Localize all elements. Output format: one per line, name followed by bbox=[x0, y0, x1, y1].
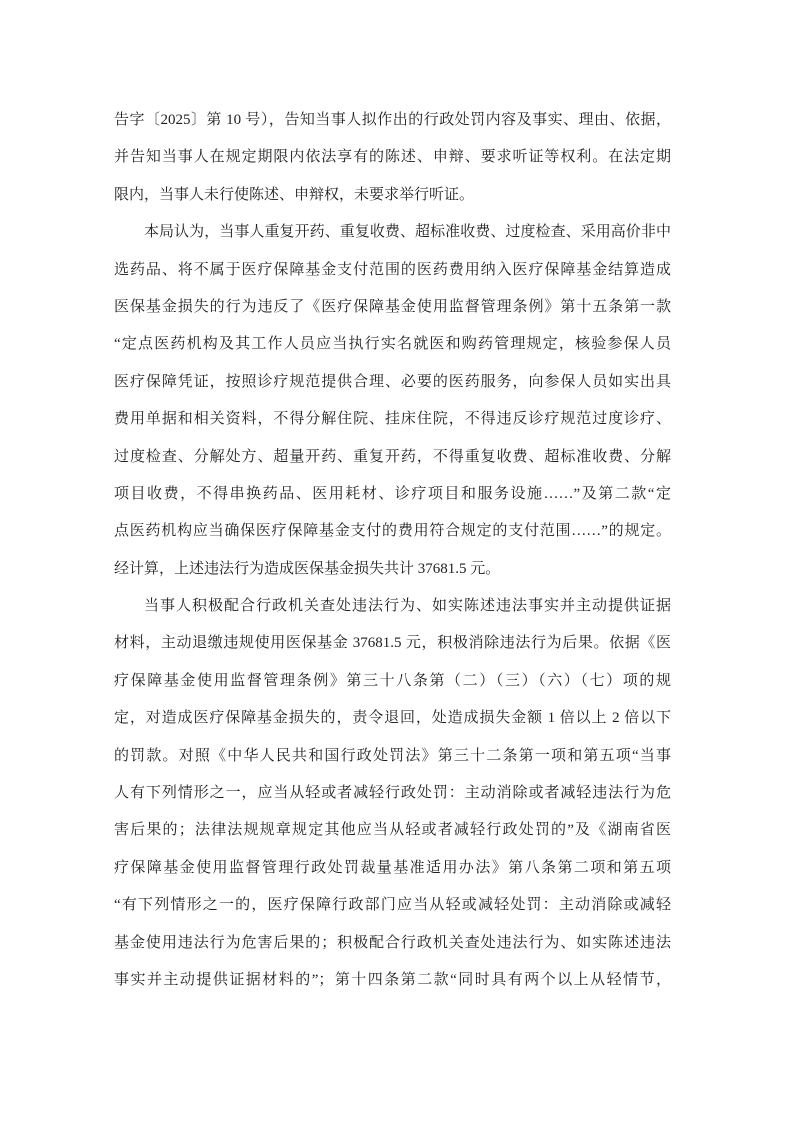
text-line: 选药品、将不属于医疗保障基金支付范围的医药费用纳入医疗保障基金结算造成 bbox=[114, 261, 671, 278]
text-line: 疗保障基金使用监督管理条例》第三十八条第（二）（三）（六）（七）项的规 bbox=[114, 672, 671, 689]
text-line: 疗保障基金使用监督管理行政处罚裁量基准适用办法》第八条第二项和第五项 bbox=[114, 859, 671, 876]
text-line: 本局认为，当事人重复开药、重复收费、超标准收费、过度检查、采用高价非中 bbox=[144, 224, 671, 241]
text-line: 的罚款。对照《中华人民共和国行政处罚法》第三十二条第一项和第五项“当事 bbox=[114, 747, 671, 764]
text-line: 经计算，上述违法行为造成医保基金损失共计 37681.5 元。 bbox=[114, 560, 501, 577]
text-line: 并告知当事人在规定期限内依法享有的陈述、申辩、要求听证等权利。在法定期 bbox=[114, 149, 671, 166]
text-line: 医保基金损失的行为违反了《医疗保障基金使用监督管理条例》第十五条第一款 bbox=[114, 298, 671, 315]
text-line: 当事人积极配合行政机关查处违法行为、如实陈述违法事实并主动提供证据 bbox=[144, 598, 671, 615]
text-line: 项目收费，不得串换药品、医用耗材、诊疗项目和服务设施……”及第二款“定 bbox=[114, 485, 671, 502]
text-line: 费用单据和相关资料，不得分解住院、挂床住院，不得违反诊疗规范过度诊疗、 bbox=[114, 411, 671, 428]
text-line: 事实并主动提供证据材料的”；第十四条第二款“同时具有两个以上从轻情节， bbox=[114, 971, 671, 988]
paragraph-bureau-findings bbox=[114, 214, 671, 588]
text-line: 告字〔2025〕第 10 号），告知当事人拟作出的行政处罚内容及事实、理由、依据， bbox=[114, 112, 671, 128]
text-line: “有下列情形之一的，医疗保障行政部门应当从轻或减轻处罚：主动消除或减轻 bbox=[114, 897, 671, 914]
text-line: 点医药机构应当确保医疗保障基金支付的费用符合规定的支付范围……”的规定。 bbox=[114, 523, 671, 540]
text-line: 基金使用违法行为危害后果的；积极配合行政机关查处违法行为、如实陈述违法 bbox=[114, 934, 671, 951]
paragraph-notice-continuation bbox=[114, 102, 671, 214]
text-line: 人有下列情形之一，应当从轻或者减轻行政处罚：主动消除或者减轻违法行为危 bbox=[114, 785, 671, 802]
text-line: 害后果的；法律法规规章规定其他应当从轻或者减轻行政处罚的”及《湖南省医 bbox=[114, 822, 671, 839]
text-line: 限内，当事人未行使陈述、申辩权，未要求举行听证。 bbox=[114, 186, 475, 203]
paragraph-mitigation-and-legal-basis bbox=[114, 588, 671, 999]
text-line: 材料，主动退缴违规使用医保基金 37681.5 元，积极消除违法行为后果。依据《医 bbox=[114, 635, 671, 652]
text-line: 医疗保障凭证，按照诊疗规范提供合理、必要的医药服务，向参保人员如实出具 bbox=[114, 373, 671, 390]
text-line: “定点医药机构及其工作人员应当执行实名就医和购药管理规定，核验参保人员 bbox=[114, 336, 671, 353]
text-line: 定，对造成医疗保障基金损失的，责令退回，处造成损失金额 1 倍以上 2 倍以下 bbox=[114, 710, 671, 727]
text-line: 过度检查、分解处方、超量开药、重复开药，不得重复收费、超标准收费、分解 bbox=[114, 448, 671, 465]
